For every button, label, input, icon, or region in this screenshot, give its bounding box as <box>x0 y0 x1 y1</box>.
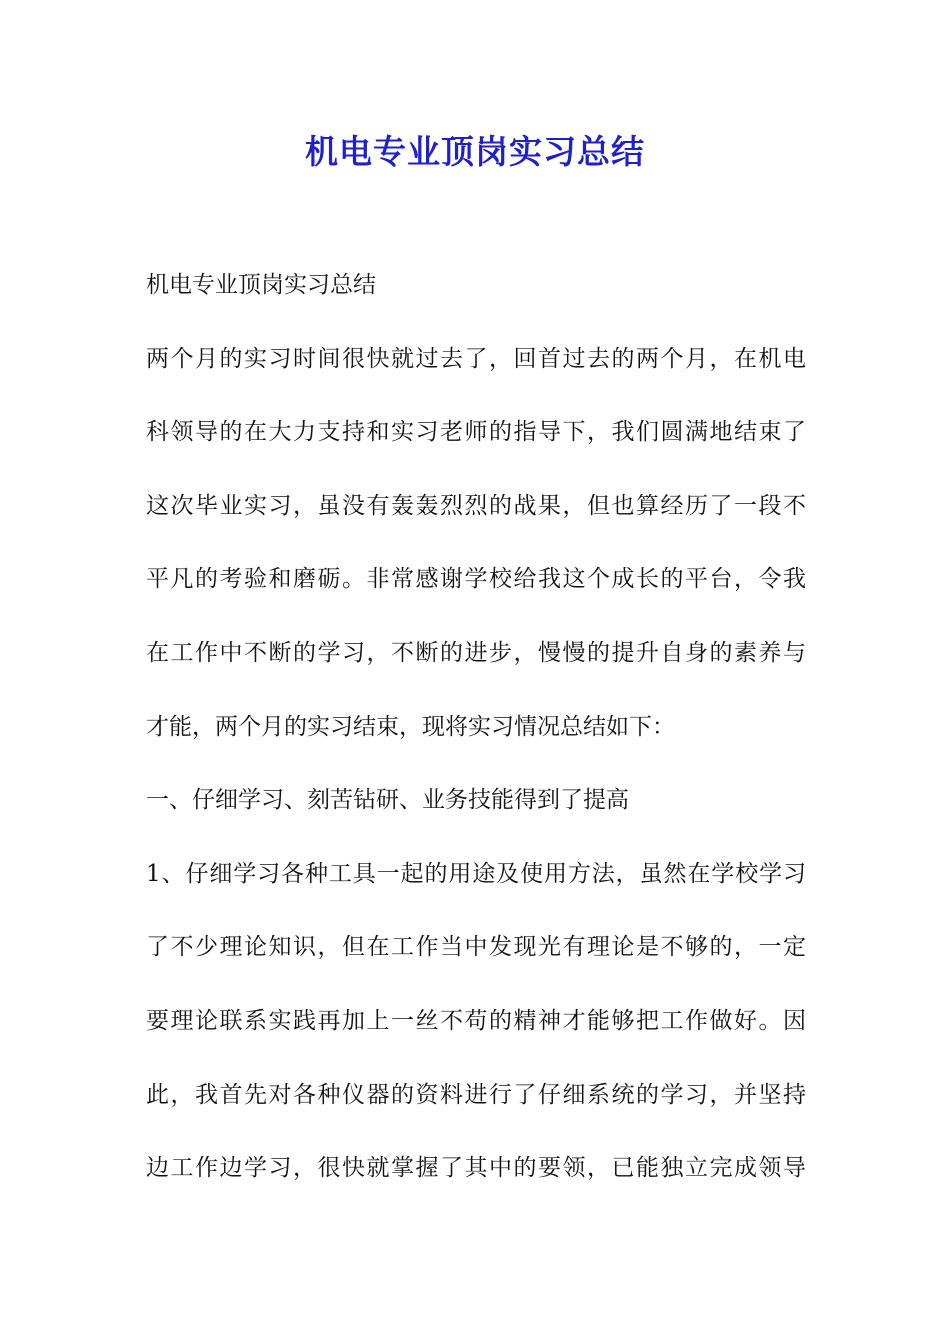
section-heading: 一、仔细学习、刻苦钻研、业务技能得到了提高 <box>146 787 629 814</box>
body-line: 科领导的在大力支持和实习老师的指导下，我们圆满地结束了 <box>146 419 806 446</box>
body-line: 在工作中不断的学习，不断的进步，慢慢的提升自身的素养与 <box>146 639 806 666</box>
body-line: 此，我首先对各种仪器的资料进行了仔细系统的学习，并坚持 <box>146 1081 806 1108</box>
body-line: 才能，两个月的实习结束，现将实习情况总结如下： <box>146 713 675 740</box>
body-line: 两个月的实习时间很快就过去了，回首过去的两个月，在机电 <box>146 345 806 372</box>
body-line-subtitle: 机电专业顶岗实习总结 <box>146 272 376 298</box>
body-line: 要理论联系实践再加上一丝不苟的精神才能够把工作做好。因 <box>146 1007 806 1034</box>
document-body <box>146 258 806 1215</box>
body-line: 平凡的考验和磨砺。非常感谢学校给我这个成长的平台，令我 <box>146 566 806 593</box>
body-line: 边工作边学习，很快就掌握了其中的要领，已能独立完成领导 <box>146 1155 806 1182</box>
body-line: 1、仔细学习各种工具一起的用途及使用方法，虽然在学校学习 <box>146 860 806 887</box>
document-title: 机电专业顶岗实习总结 <box>305 132 645 171</box>
body-line: 了不少理论知识，但在工作当中发现光有理论是不够的，一定 <box>146 934 806 961</box>
body-line: 这次毕业实习，虽没有轰轰烈烈的战果，但也算经历了一段不 <box>146 492 806 519</box>
